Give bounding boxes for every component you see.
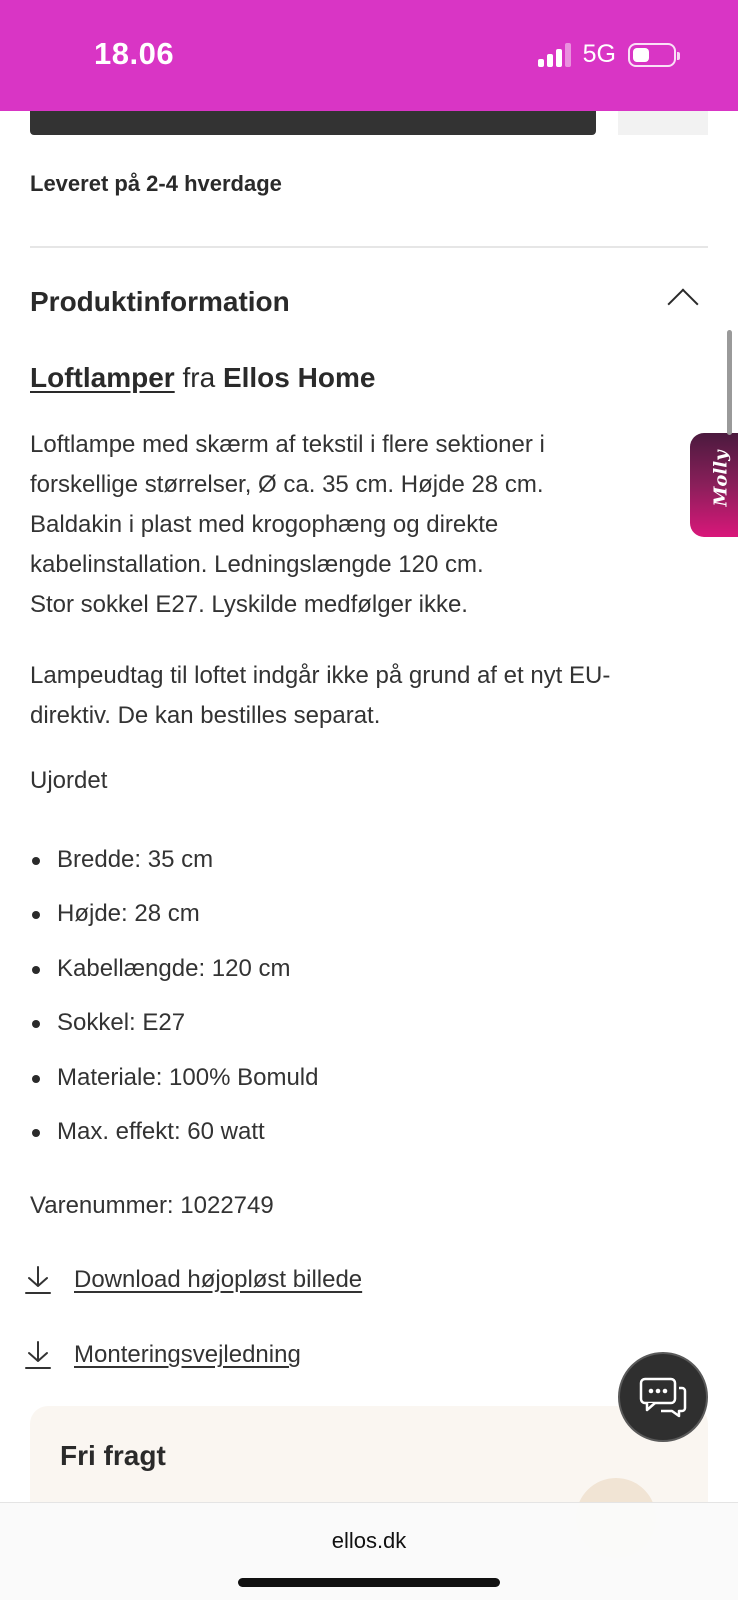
sku-number: Varenummer: 1022749 (30, 1192, 274, 1219)
molly-assistant-tab[interactable] (690, 433, 738, 537)
spec-item: Højde: 28 cm (30, 900, 318, 954)
url-label[interactable]: ellos.dk (331, 1528, 407, 1553)
signal-icon (538, 43, 571, 67)
spec-list (30, 846, 318, 1172)
chat-button[interactable] (618, 1352, 708, 1442)
description-line: Stor sokkel E27. Lyskilde medfølger ikke. (30, 591, 468, 618)
spec-item: Kabellængde: 120 cm (30, 955, 318, 1009)
delivery-info: Leveret på 2-4 hverdage (30, 171, 282, 196)
brand-name: Ellos Home (222, 362, 376, 393)
description-line: forskellige størrelser, Ø ca. 35 cm. Højde 28 cm. (30, 471, 544, 498)
description-line: kabelinstallation. Ledningslængde 120 cm. (30, 551, 484, 578)
description-line: Baldakin i plast med krogophæng og direkte (30, 511, 499, 538)
spec-item: Bredde: 35 cm (30, 846, 318, 900)
product-info-heading[interactable]: Produktinformation (30, 286, 290, 317)
browser-bottom-bar (0, 1502, 738, 1600)
notice-line: Lampeudtag til loftet indgår ikke på grund af et nyt EU- (30, 662, 611, 689)
product-description (30, 425, 700, 625)
add-to-cart-button-partial[interactable] (30, 111, 596, 135)
download-icon (24, 1340, 52, 1370)
download-icon (24, 1265, 52, 1295)
status-time: 18.06 (94, 36, 175, 71)
molly-label: Molly (710, 450, 732, 507)
product-notice (30, 656, 700, 736)
assembly-guide-label[interactable]: Monteringsvejledning (74, 1341, 301, 1368)
notice-line: direktiv. De kan bestilles separat. (30, 702, 381, 729)
scrollbar[interactable] (727, 330, 732, 435)
from-word: fra (182, 362, 216, 393)
assembly-guide-link[interactable] (24, 1340, 301, 1370)
chevron-up-icon[interactable] (667, 288, 698, 319)
category-brand-line (30, 362, 375, 394)
description-line: Loftlampe med skærm af tekstil i flere sektioner i (30, 431, 545, 458)
favorite-button-partial[interactable] (618, 111, 708, 135)
battery-icon (628, 43, 676, 67)
download-image-label[interactable]: Download højopløst billede (74, 1266, 363, 1293)
chat-icon (639, 1376, 687, 1418)
home-indicator[interactable] (238, 1578, 500, 1587)
network-type: 5G (582, 40, 616, 68)
spec-item: Max. effekt: 60 watt (30, 1118, 318, 1172)
status-indicators (538, 40, 676, 69)
download-image-link[interactable] (24, 1265, 362, 1295)
section-divider (30, 246, 708, 248)
promo-title: Fri fragt (60, 1440, 166, 1471)
status-bar (0, 0, 738, 111)
spec-item: Materiale: 100% Bomuld (30, 1064, 318, 1118)
spec-item: Sokkel: E27 (30, 1009, 318, 1063)
category-link[interactable]: Loftlamper (30, 362, 175, 393)
grounding-text: Ujordet (30, 767, 108, 794)
